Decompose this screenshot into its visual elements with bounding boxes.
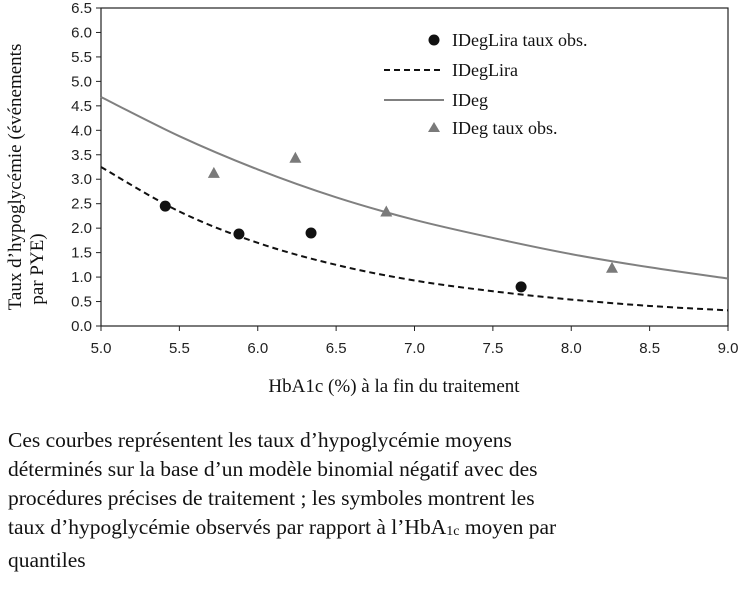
point-ideglira-taux-obs <box>516 281 527 292</box>
y-axis-label-line2: par PYE) <box>27 233 48 305</box>
caption-line-5: quantiles <box>8 548 86 572</box>
x-tick-label: 9.0 <box>717 340 739 357</box>
x-tick-label: 5.5 <box>168 340 190 357</box>
y-tick-label: 6.5 <box>71 0 92 17</box>
x-tick-label: 7.0 <box>404 340 425 357</box>
legend-label-ideglira-obs: IDegLira taux obs. <box>452 30 588 50</box>
caption-line-4-text: taux d’hypoglycémie observés par rapport à l’HbA <box>8 515 447 539</box>
caption-line-3: procédures précises de traitement ; les symboles montrent les <box>8 486 535 510</box>
point-ideglira-taux-obs <box>160 201 171 212</box>
y-tick-label: 4.0 <box>71 122 92 140</box>
y-tick-label: 6.0 <box>71 24 92 42</box>
caption-line-2: déterminés sur la base d’un modèle binomial négatif avec des <box>8 457 538 481</box>
x-tick-label: 6.0 <box>247 340 269 357</box>
caption-line-4 <box>8 513 742 546</box>
y-tick-label: 2.0 <box>71 220 92 238</box>
caption-line-4-end: moyen par <box>459 515 557 539</box>
x-tick-label: 7.5 <box>482 340 504 357</box>
y-tick-label: 1.0 <box>71 269 92 287</box>
x-tick-label: 5.0 <box>90 340 112 357</box>
y-tick-label: 4.5 <box>71 97 92 115</box>
caption-line-1: Ces courbes représentent les taux d’hypoglycémie moyens <box>8 428 512 452</box>
y-tick-label: 2.5 <box>71 195 92 213</box>
x-axis-label: HbA1c (%) à la fin du traitement <box>268 376 520 397</box>
legend-label-ideglira: IDegLira <box>452 60 518 80</box>
legend-marker-ideglira-obs <box>429 35 440 46</box>
y-tick-label: 3.5 <box>71 146 92 164</box>
x-tick-label: 6.5 <box>325 340 347 357</box>
legend-label-ideg: IDeg <box>452 90 488 110</box>
point-ideglira-taux-obs <box>306 228 317 239</box>
y-tick-label: 3.0 <box>71 171 92 189</box>
y-tick-label: 5.0 <box>71 73 92 91</box>
plot-area <box>101 8 728 326</box>
figure-caption <box>8 426 742 575</box>
y-tick-label: 1.5 <box>71 244 92 262</box>
y-tick-label: 5.5 <box>71 48 92 66</box>
y-tick-label: 0.5 <box>71 293 92 311</box>
x-tick-label: 8.0 <box>560 340 582 357</box>
y-tick-label: 0.0 <box>71 318 92 335</box>
x-tick-label: 8.5 <box>639 340 661 357</box>
legend-label-ideg-obs: IDeg taux obs. <box>452 118 558 138</box>
y-axis-label-line1: Taux d’hypoglycémie (événements <box>5 43 26 311</box>
caption-hba1c-subscript: 1c <box>446 524 460 539</box>
